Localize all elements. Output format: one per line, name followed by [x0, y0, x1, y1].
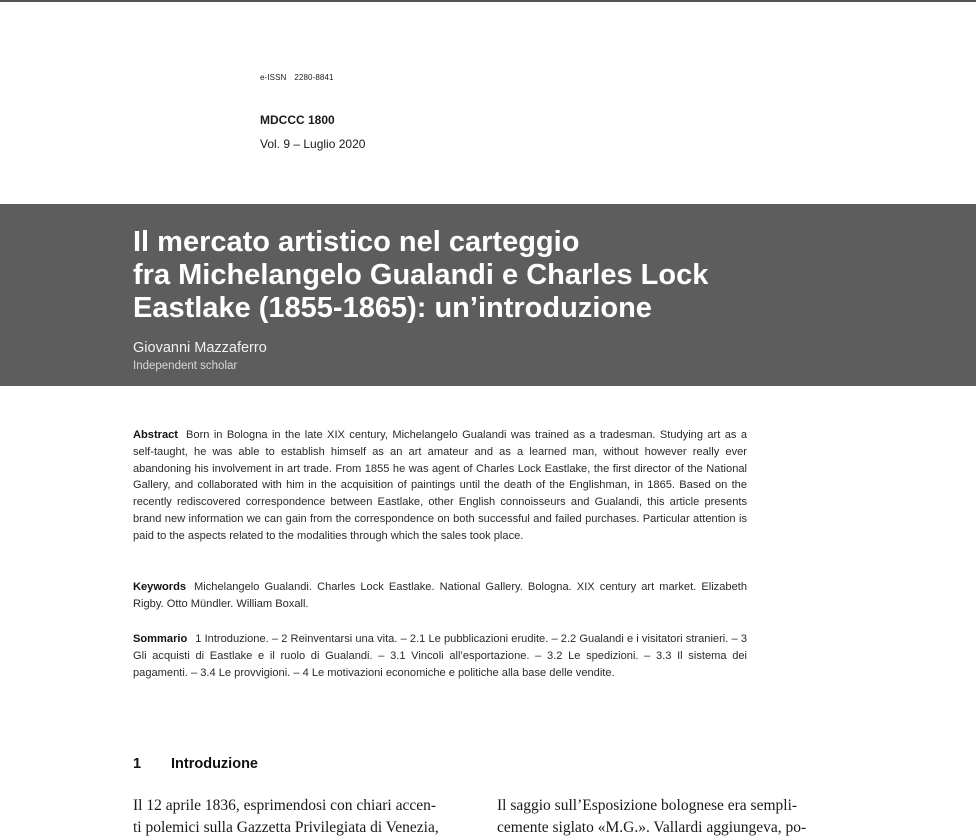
author-affiliation: Independent scholar [133, 360, 238, 372]
title-line: fra Michelangelo Gualandi e Charles Lock [133, 259, 709, 291]
body-line: Il saggio sull’Esposizione bolognese era sempli- [497, 797, 798, 814]
title-line: Il mercato artistico nel carteggio [133, 226, 580, 258]
keywords [133, 579, 747, 613]
body-line: ti polemici sulla Gazzetta Privilegiata di Venezia, [133, 819, 439, 836]
abstract-text: Born in Bologna in the late XIX century, Michelangelo Gualandi was trained as a tradesman. Studying art as a self-taught, he was able to establish himself as an art amateur and as a learned man, without however really ever abandoning his involvement in art trade. From 1855 he was agent of Charles Lock Eastlake, the first director of the National Gallery, and collaborated with him in the acquisition of paintings until the death of the Englishman, in 1865. Based on the recently rediscovered correspondence between Eastlake, other English connoisseurs and Gualandi, this article presents brand new information we can gain from the correspondence on both successful and failed purchases. Particular attention is paid to the aspects related to the modalities through which the sales took place. [133, 429, 747, 542]
keywords-label: Keywords [133, 581, 187, 593]
section-heading [133, 756, 258, 772]
issn-number: 2280-8841 [294, 73, 334, 82]
abstract-label: Abstract [133, 429, 179, 441]
section-number: 1 [133, 756, 142, 772]
top-rule [0, 0, 976, 2]
body-column-left [133, 795, 481, 839]
title-line: Eastlake (1855-1865): un’introduzione [133, 292, 652, 324]
keywords-text: Michelangelo Gualandi. Charles Lock Eastlake. National Gallery. Bologna. XIX century art market. Elizabeth Rigby. Otto Mündler. William Boxall. [133, 581, 747, 610]
article-title [133, 226, 833, 325]
journal-name: MDCCC 1800 [260, 113, 335, 127]
abstract [133, 427, 747, 545]
title-banner [0, 204, 976, 386]
body-line: Il 12 aprile 1836, esprimendosi con chiari accen- [133, 797, 436, 814]
sommario [133, 631, 747, 681]
author-name: Giovanni Mazzaferro [133, 340, 267, 356]
issn [260, 73, 334, 82]
sommario-text: 1 Introduzione. – 2 Reinventarsi una vita. – 2.1 Le pubblicazioni erudite. – 2.2 Gualandi e i visitatori stranieri. – 3 Gli acquisti di Eastlake e il ruolo di Gualandi. – 3.1 Vincoli all’esportazione. – 3.2 Le spedizioni. – 3.3 Il sistema dei pagamenti. – 3.4 Le provvigioni. – 4 Le motivazioni economiche e politiche alla base delle vendite. [133, 633, 747, 679]
body-line: cemente siglato «M.G.». Vallardi aggiungeva, po- [497, 819, 807, 836]
body-column-right [497, 795, 845, 839]
volume-info: Vol. 9 – Luglio 2020 [260, 137, 366, 151]
issn-label: e-ISSN [260, 73, 287, 82]
section-title: Introduzione [171, 756, 258, 772]
sommario-label: Sommario [133, 633, 188, 645]
